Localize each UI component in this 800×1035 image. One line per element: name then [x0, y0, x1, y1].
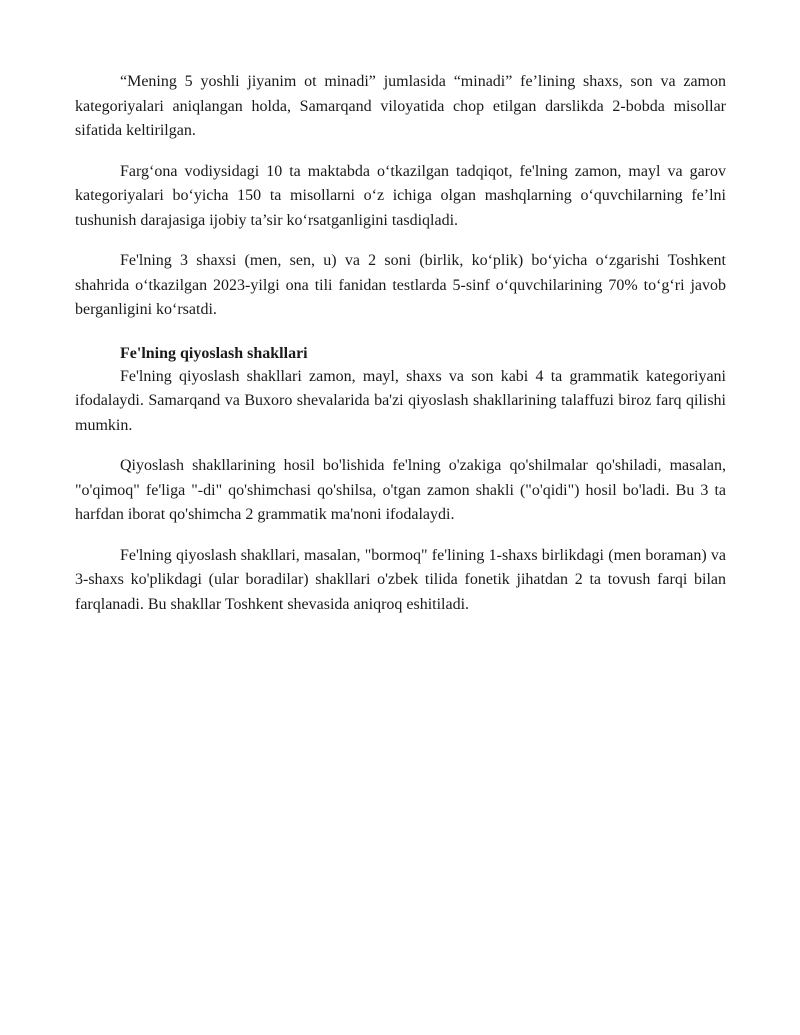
- intro-paragraph-2: Farg‘ona vodiysidagi 10 ta maktabda o‘tkazilgan tadqiqot, fe'lning zamon, mayl va garov kategoriyalari bo‘yicha 150 ta misollarni o‘z ichiga olgan mashqlarning o‘quvchilarning fe’lni tushunish darajasiga ijobiy ta’sir ko‘rsatganligini tasdiqladi.: [75, 162, 726, 229]
- section-paragraph-3: Fe'lning qiyoslash shakllari, masalan, "bormoq" fe'lining 1-shaxs birlikdagi (men boraman) va 3-shaxs ko'plikdagi (ular boradilar) shakllari o'zbek tilida fonetik jihatdan 2 ta tovush farqi bilan farqlanadi. Bu shakllar Toshkent shevasida aniqroq eshitiladi.: [75, 546, 726, 613]
- intro-paragraph-3: Fe'lning 3 shaxsi (men, sen, u) va 2 soni (birlik, ko‘plik) bo‘yicha o‘zgarishi Toshkent shahrida o‘tkazilgan 2023-yilgi ona tili fanidan testlarda 5-sinf o‘quvchilarining 70% to‘g‘ri javob berganligini ko‘rsatdi.: [75, 252, 726, 318]
- section-paragraph-2: Qiyoslash shakllarining hosil bo'lishida fe'lning o'zakiga qo'shilmalar qo'shiladi, masalan, "o'qimoq" fe'liga "-di" qo'shimchasi qo'shilsa, o'tgan zamon shakli ("o'qidi") hosil bo'ladi. Bu 3 ta harfdan iborat qo'shimcha 2 grammatik ma'noni ifodalaydi.: [75, 457, 726, 523]
- section-heading: Fe'lning qiyoslash shakllari: [120, 344, 308, 362]
- intro-paragraph-1: “Mening 5 yoshli jiyanim ot minadi” jumlasida “minadi” fe’lining shaxs, son va zamon kategoriyalari aniqlangan holda, Samarqand viloyatida chop etilgan darslikda 2-bobda misollar sifatida keltirilgan.: [75, 73, 726, 139]
- section-paragraph-1: Fe'lning qiyoslash shakllari zamon, mayl, shaxs va son kabi 4 ta grammatik kategoriyani ifodalaydi. Samarqand va Buxoro shevalarida ba'zi qiyoslash shakllarining talaffuzi biroz farq qilishi mumkin.: [75, 367, 726, 434]
- document-page: [75, 70, 726, 633]
